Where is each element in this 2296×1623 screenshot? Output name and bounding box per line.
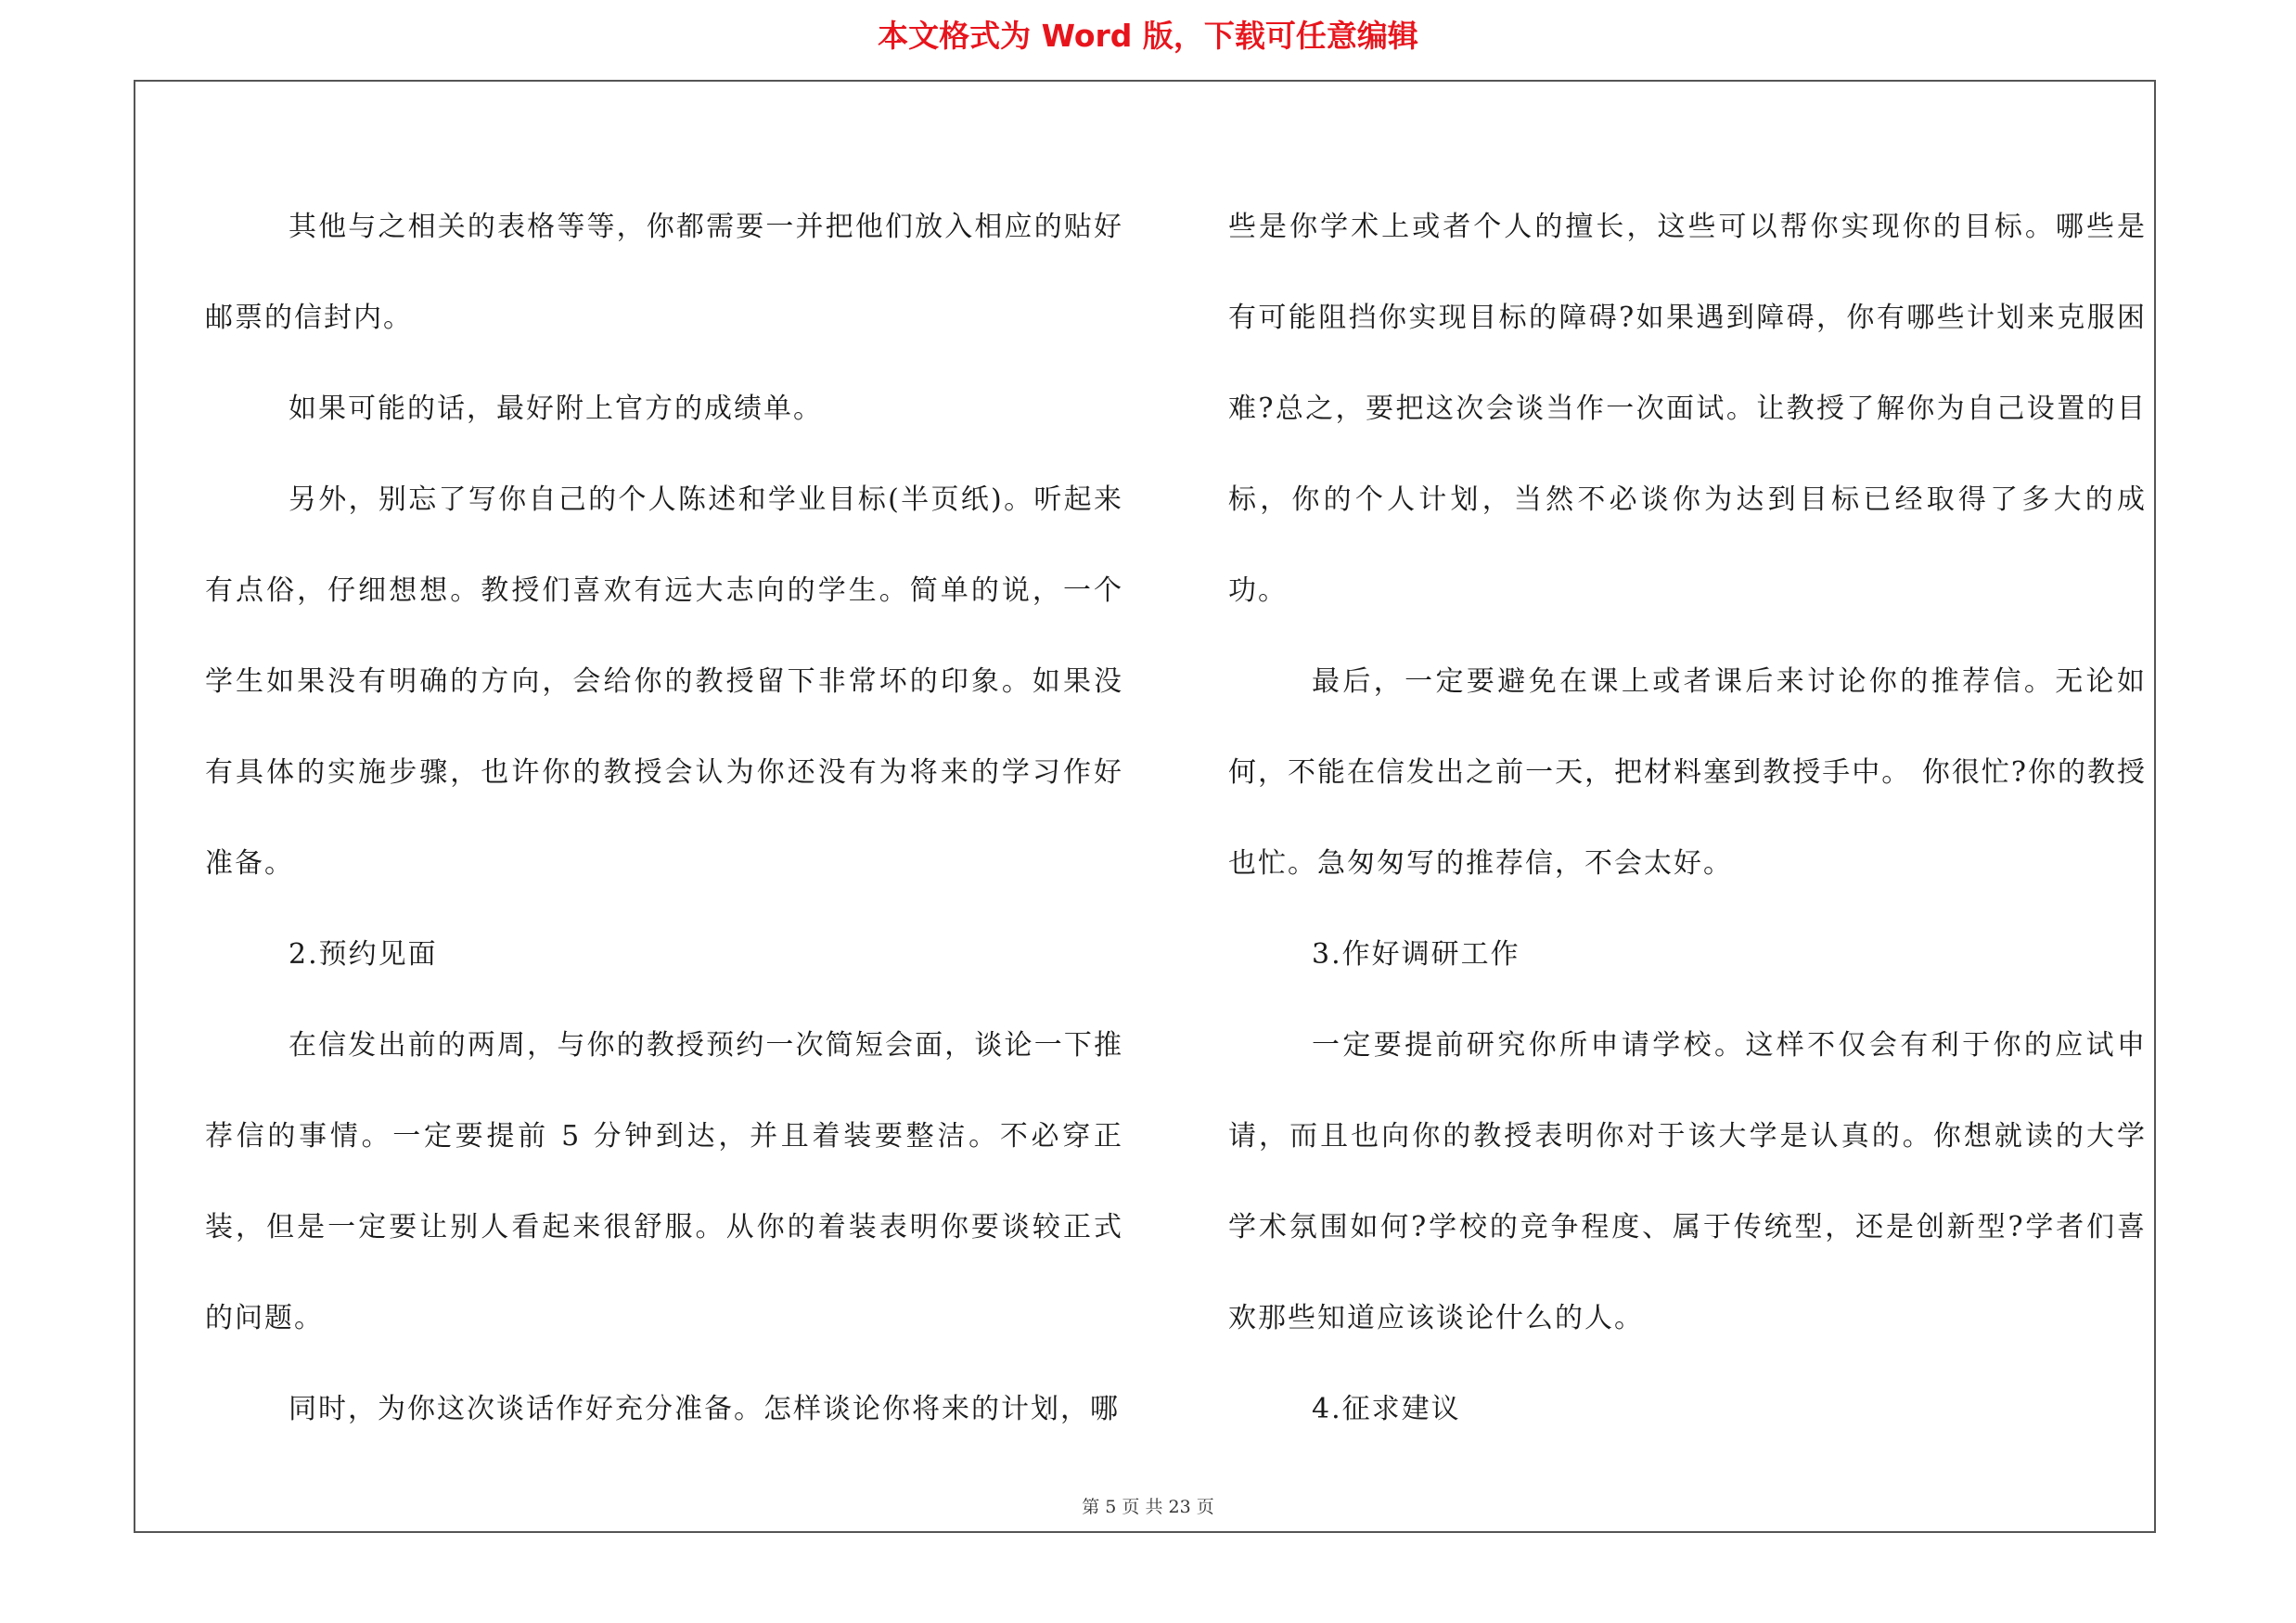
left-column <box>205 182 1123 1455</box>
left-heading-appointment: 2.预约见面 <box>289 938 438 971</box>
right-column <box>1228 182 2147 1455</box>
page-footer: 第 5 页 共 23 页 <box>1082 1497 1214 1517</box>
left-paragraph-2: 如果可能的话，最好附上官方的成绩单。 <box>289 393 823 425</box>
right-paragraph-1: 些是你学术上或者个人的擅长，这些可以帮你实现你的目标。哪些是有可能阻挡你实现目标的障碍?如果遇到障碍，你有哪些计划来克服困难?总之，要把这次会谈当作一次面试。让教授了解你为自己设置的目标，你的个人计划，当然不必谈你为达到目标已经取得了多大的成功。 <box>1228 211 2147 607</box>
left-paragraph-4: 在信发出前的两周，与你的教授预约一次简短会面，谈论一下推荐信的事情。一定要提前 5 分钟到达，并且着装要整洁。不必穿正装，但是一定要让别人看起来很舒服。从你的着装表明你要谈较正式的问题。 <box>205 1029 1123 1334</box>
left-paragraph-3: 另外，别忘了写你自己的个人陈述和学业目标(半页纸)。听起来有点俗，仔细想想。教授们喜欢有远大志向的学生。简单的说，一个学生如果没有明确的方向，会给你的教授留下非常坏的印象。如果没有具体的实施步骤，也许你的教授会认为你还没有为将来的学习作好准备。 <box>205 483 1123 880</box>
left-paragraph-1: 其他与之相关的表格等等，你都需要一并把他们放入相应的贴好邮票的信封内。 <box>205 211 1123 334</box>
right-paragraph-2: 最后，一定要避免在课上或者课后来讨论你的推荐信。无论如何，不能在信发出之前一天，把材料塞到教授手中。 你很忙?你的教授也忙。急匆匆写的推荐信，不会太好。 <box>1228 665 2147 880</box>
right-heading-advice: 4.征求建议 <box>1312 1393 1461 1425</box>
right-paragraph-3: 一定要提前研究你所申请学校。这样不仅会有利于你的应试申请，而且也向你的教授表明你对于该大学是认真的。你想就读的大学学术氛围如何?学校的竞争程度、属于传统型，还是创新型?学者们喜欢那些知道应该谈论什么的人。 <box>1228 1029 2147 1334</box>
header-banner: 本文格式为 Word 版，下载可任意编辑 <box>878 18 1418 54</box>
right-heading-research: 3.作好调研工作 <box>1312 938 1520 971</box>
left-paragraph-5: 同时，为你这次谈话作好充分准备。怎样谈论你将来的计划，哪 <box>289 1393 1120 1425</box>
